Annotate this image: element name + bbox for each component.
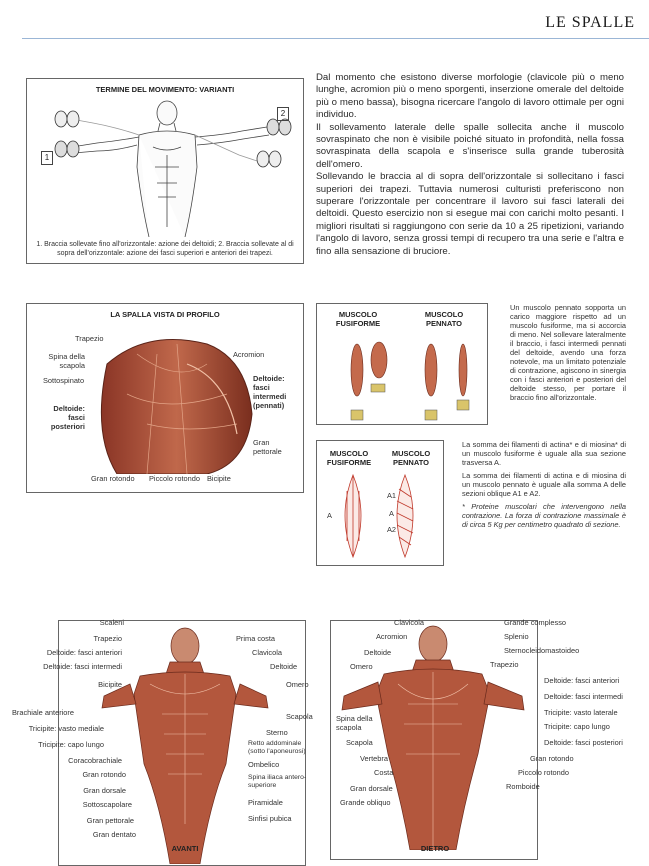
label-scapola: Scapola xyxy=(286,712,313,721)
label-sottospinato: Sottospinato xyxy=(43,376,85,385)
label-grande-complesso: Grande complesso xyxy=(504,618,567,627)
cross-section-illustration xyxy=(317,471,443,561)
front-caption: AVANTI xyxy=(171,844,199,853)
label-splenio: Splenio xyxy=(504,632,529,641)
label-coracobrachiale: Coracobrachiale xyxy=(68,756,122,765)
note-fusiform: La somma dei filamenti di actina* e di miosina* di un muscolo fusiforme è uguale alla sua sezione trasversa A. xyxy=(462,440,626,467)
label-romboide: Romboide xyxy=(506,782,540,791)
cross-section-figure xyxy=(316,440,444,566)
label-clavicola: Clavicola xyxy=(394,618,424,627)
label-deltoide-posteriori: Deltoide: fasci posteriori xyxy=(544,738,623,747)
body-text xyxy=(316,72,624,258)
label-gran-rotondo: Gran rotondo xyxy=(91,474,135,483)
label-omero: Omero xyxy=(350,662,373,671)
label-piramidale: Piramidale xyxy=(248,798,283,807)
label-bicipite: Bicipite xyxy=(207,474,231,483)
front-body-illustration xyxy=(100,624,270,864)
pennato-title: MUSCOLO PENNATO xyxy=(424,310,464,328)
shoulder-profile-illustration xyxy=(87,324,267,474)
label-piccolo-rotondo: Piccolo rotondo xyxy=(149,474,200,483)
label-tricipite-mediale: Tricipite: vasto mediale xyxy=(28,724,104,733)
label-a-mid: A xyxy=(389,509,394,518)
lateral-raise-illustration xyxy=(27,97,303,237)
label-gran-dorsale: Gran dorsale xyxy=(83,786,126,795)
label-sinfisi-pubica: Sinfisi pubica xyxy=(248,814,292,823)
label-a1: A1 xyxy=(387,491,397,500)
figure-caption: 1. Braccia sollevate fino all'orizzontale: azione dei deltoidi; 2. Braccia sollevate al di sopra dell'orizzontale: azione dei fasci superiori e anteriori dei trapezi. xyxy=(36,241,294,257)
label-spina-iliaca: Spina iliaca antero-superiore xyxy=(248,774,307,789)
pennato-title-2: MUSCOLO PENNATO xyxy=(391,449,431,467)
paragraph: Sollevando le braccia al di sopra dell'orizzontale si sollecitano i fasci superiori dei trapezi. Tuttavia numerosi culturisti preferiscono non superare l'orizzontale per concentrare il lavoro sui fasci laterali dei deltoidi. Questo esercizio non si esegue mai con carichi molto pesanti. I migliori risultati si raggiungono con serie da 10 a 25 ripetizioni, variando l'angolo di lavoro, senza grossi tempi di recupero tra una serie e l'altra e fino alla sensazione di bruciore. xyxy=(316,171,624,257)
label-sternocleidomastoideo: Sternocleidomastoideo xyxy=(504,646,580,655)
fusiforme-title-2: MUSCOLO FUSIFORME xyxy=(326,449,372,467)
label-retto-addominale: Retto addominale (sotto l'aponeurosi) xyxy=(248,740,306,755)
label-gran-rotondo: Gran rotondo xyxy=(530,754,574,763)
label-prima-costa: Prima costa xyxy=(236,634,276,643)
label-scapola: Scapola xyxy=(346,738,373,747)
label-gran-pettorale: Gran pettorale xyxy=(86,816,134,825)
label-acromion: Acromion xyxy=(233,350,265,359)
label-spina-scapola: Spina della scapola xyxy=(48,352,85,370)
label-trapezio: Trapezio xyxy=(75,334,104,343)
label-acromion: Acromion xyxy=(376,632,408,641)
marker-2: 2 xyxy=(277,107,289,121)
label-deltoide-intermedi: Deltoide: fasci intermedi xyxy=(544,692,623,701)
label-vertebra: Vertebra xyxy=(360,754,388,763)
label-costa: Costa xyxy=(374,768,394,777)
label-scaleni: Scaleni xyxy=(99,618,124,627)
paragraph: Il sollevamento laterale delle spalle sollecita anche il muscolo sovraspinato che non è visibile poiché situato in profondità, nella fossa sovraspinata della scapola e s'inserisce sulla grande tuberosità dell'omero. xyxy=(316,121,624,170)
label-brachiale: Brachiale anteriore xyxy=(11,708,74,717)
label-deltoide-anteriori: Deltoide: fasci anteriori xyxy=(544,676,620,685)
muscle-types-figure xyxy=(316,303,488,425)
back-body-illustration xyxy=(338,624,528,850)
label-spina-scapola: Spina della scapola xyxy=(336,714,373,732)
back-caption: DIETRO xyxy=(420,844,450,853)
label-tricipite-capo-lungo: Tricipite: capo lungo xyxy=(38,740,104,749)
label-a2: A2 xyxy=(387,525,397,534)
label-gran-rotondo: Gran rotondo xyxy=(82,770,126,779)
cross-section-notes xyxy=(462,440,626,529)
fusiform-pennate-illustration xyxy=(317,330,487,422)
shoulder-profile-figure xyxy=(26,303,304,493)
note-proteins: * Proteine muscolari che intervengono nella contrazione. La forza di contrazione massimale è di circa 5 Kg per centimetro quadrato di sezione. xyxy=(462,502,626,529)
label-omero: Omero xyxy=(286,680,309,689)
page-title: LE SPALLE xyxy=(545,14,635,31)
label-gran-dentato: Gran dentato xyxy=(92,830,136,839)
label-deltoide: Deltoide xyxy=(270,662,298,671)
movement-variants-figure xyxy=(26,78,304,264)
figure-title: TERMINE DEL MOVIMENTO: VARIANTI xyxy=(95,85,235,94)
label-a-left: A xyxy=(327,511,332,520)
label-tricipite-capo-lungo: Tricipite: capo lungo xyxy=(544,722,610,731)
label-gran-pettorale: Gran pettorale xyxy=(253,438,282,456)
pennate-note: Un muscolo pennato sopporta un carico maggiore rispetto ad un muscolo fusiforme, ma si accorcia di meno. Nel sollevare lateralmente il braccio, i fasci intermedi pennati del deltoide, avendo una forza notevole, ma un limitato potenziale di contrazione, agiscono in sinergia con i fasci anteriori e posteriori del deltoide stesso, per portare il braccio fino all'orizzontale. xyxy=(510,303,626,402)
label-trapezio: Trapezio xyxy=(93,634,122,643)
label-ombelico: Ombelico xyxy=(248,760,280,769)
profile-title: LA SPALLA VISTA DI PROFILO xyxy=(110,310,220,319)
label-deltoide-intermedi: Deltoide: fasci intermedi (pennati) xyxy=(253,374,287,410)
label-sottoscapolare: Sottoscapolare xyxy=(82,800,132,809)
label-gran-dorsale: Gran dorsale xyxy=(350,784,393,793)
note-pennate: La somma dei filamenti di actina e di miosina di un muscolo pennato è uguale alla somma A delle sezioni oblique A1 e A2. xyxy=(462,471,626,498)
paragraph: Dal momento che esistono diverse morfologie (clavicole più o meno lunghe, acromion più o meno sporgenti, inserzione omerale del deltoide più o meno bassa), bisogna ricercare l'angolo di lavoro ottimale per ogni individuo. xyxy=(316,72,624,121)
label-bicipite: Bicipite xyxy=(98,680,122,689)
label-deltoide: Deltoide xyxy=(364,648,392,657)
label-clavicola: Clavicola xyxy=(252,648,282,657)
label-deltoide-intermedi: Deltoide: fasci intermedi xyxy=(43,662,122,671)
label-deltoide-anteriori: Deltoide: fasci anteriori xyxy=(46,648,122,657)
fusiforme-title: MUSCOLO FUSIFORME xyxy=(335,310,381,328)
marker-1: 1 xyxy=(41,151,53,165)
label-grande-obliquo: Grande obliquo xyxy=(340,798,391,807)
label-sterno: Sterno xyxy=(266,728,288,737)
label-trapezio: Trapezio xyxy=(490,660,519,669)
header-rule xyxy=(22,38,649,39)
label-piccolo-rotondo: Piccolo rotondo xyxy=(518,768,569,777)
label-tricipite-laterale: Tricipite: vasto laterale xyxy=(544,708,618,717)
label-deltoide-posteriori: Deltoide: fasci posteriori xyxy=(50,404,85,431)
